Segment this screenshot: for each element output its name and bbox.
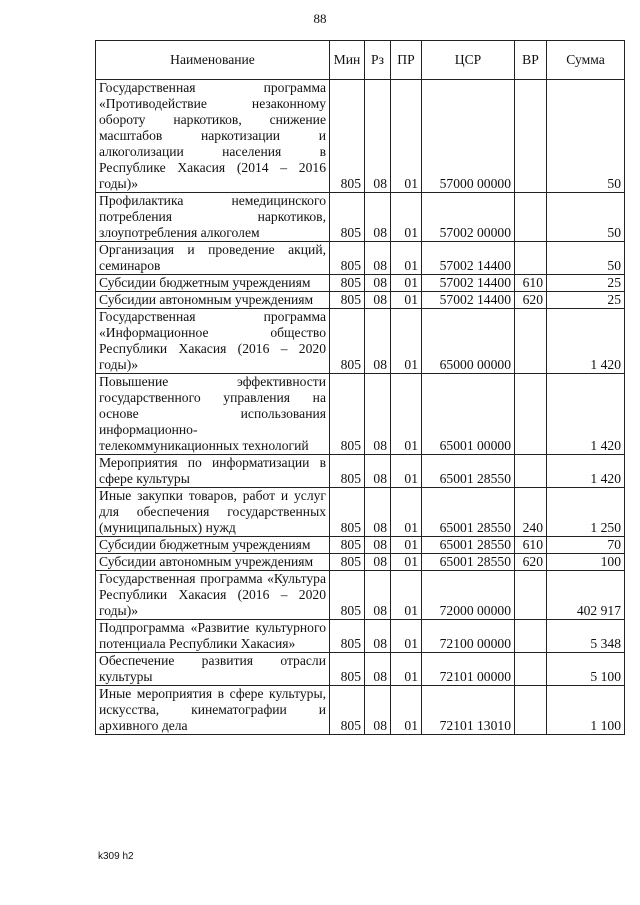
table-row <box>96 455 625 488</box>
cell-name: Обеспечение развития отрасли культуры <box>96 653 330 686</box>
cell-pr: 01 <box>391 309 422 374</box>
column-header-name: Наименование <box>96 41 330 80</box>
column-header-pr: ПР <box>391 41 422 80</box>
cell-vr: 620 <box>515 554 547 571</box>
cell-vr: 610 <box>515 537 547 554</box>
cell-pr: 01 <box>391 242 422 275</box>
cell-name: Подпрограмма «Развитие культурного потенциала Республики Хакасия» <box>96 620 330 653</box>
cell-name: Государственная программа «Культура Республики Хакасия (2016 – 2020 годы)» <box>96 571 330 620</box>
cell-csr: 72101 00000 <box>422 653 515 686</box>
cell-sum: 50 <box>547 193 625 242</box>
column-header-sum: Сумма <box>547 41 625 80</box>
cell-rz: 08 <box>365 554 391 571</box>
cell-rz: 08 <box>365 455 391 488</box>
cell-vr <box>515 309 547 374</box>
cell-rz: 08 <box>365 374 391 455</box>
cell-min: 805 <box>330 242 365 275</box>
cell-rz: 08 <box>365 309 391 374</box>
cell-csr: 57002 14400 <box>422 242 515 275</box>
cell-sum: 1 420 <box>547 455 625 488</box>
cell-min: 805 <box>330 488 365 537</box>
cell-sum: 1 420 <box>547 374 625 455</box>
cell-pr: 01 <box>391 571 422 620</box>
cell-min: 805 <box>330 374 365 455</box>
cell-name: Субсидии автономным учреждениям <box>96 292 330 309</box>
cell-vr <box>515 653 547 686</box>
cell-min: 805 <box>330 80 365 193</box>
cell-name: Организация и проведение акций, семинаров <box>96 242 330 275</box>
cell-min: 805 <box>330 193 365 242</box>
cell-csr: 72100 00000 <box>422 620 515 653</box>
cell-csr: 65000 00000 <box>422 309 515 374</box>
cell-name: Мероприятия по информатизации в сфере культуры <box>96 455 330 488</box>
cell-min: 805 <box>330 455 365 488</box>
cell-pr: 01 <box>391 488 422 537</box>
cell-rz: 08 <box>365 620 391 653</box>
cell-csr: 65001 28550 <box>422 488 515 537</box>
cell-csr: 65001 28550 <box>422 537 515 554</box>
cell-name: Иные закупки товаров, работ и услуг для обеспечения государственных (муниципальных) нужд <box>96 488 330 537</box>
cell-sum: 25 <box>547 275 625 292</box>
table-header-row <box>96 41 625 80</box>
cell-csr: 65001 00000 <box>422 374 515 455</box>
cell-name: Иные мероприятия в сфере культуры, искусства, кинематографии и архивного дела <box>96 686 330 735</box>
cell-vr <box>515 455 547 488</box>
cell-pr: 01 <box>391 455 422 488</box>
cell-csr: 57000 00000 <box>422 80 515 193</box>
cell-pr: 01 <box>391 193 422 242</box>
cell-sum: 1 420 <box>547 309 625 374</box>
cell-pr: 01 <box>391 653 422 686</box>
cell-csr: 65001 28550 <box>422 554 515 571</box>
table-row <box>96 309 625 374</box>
cell-rz: 08 <box>365 537 391 554</box>
cell-sum: 50 <box>547 80 625 193</box>
cell-csr: 65001 28550 <box>422 455 515 488</box>
table-row <box>96 537 625 554</box>
cell-vr <box>515 374 547 455</box>
table-row <box>96 242 625 275</box>
cell-rz: 08 <box>365 571 391 620</box>
cell-min: 805 <box>330 537 365 554</box>
table-row <box>96 80 625 193</box>
cell-rz: 08 <box>365 193 391 242</box>
cell-vr <box>515 571 547 620</box>
cell-csr: 72000 00000 <box>422 571 515 620</box>
table-row <box>96 488 625 537</box>
column-header-rz: Рз <box>365 41 391 80</box>
table-row <box>96 374 625 455</box>
cell-min: 805 <box>330 554 365 571</box>
cell-pr: 01 <box>391 537 422 554</box>
table-row <box>96 292 625 309</box>
cell-vr: 620 <box>515 292 547 309</box>
table-row <box>96 686 625 735</box>
cell-vr <box>515 686 547 735</box>
table-row <box>96 653 625 686</box>
cell-vr <box>515 193 547 242</box>
cell-name: Субсидии автономным учреждениям <box>96 554 330 571</box>
cell-vr <box>515 242 547 275</box>
cell-vr: 610 <box>515 275 547 292</box>
cell-min: 805 <box>330 275 365 292</box>
cell-sum: 25 <box>547 292 625 309</box>
cell-pr: 01 <box>391 686 422 735</box>
cell-sum: 402 917 <box>547 571 625 620</box>
cell-min: 805 <box>330 292 365 309</box>
cell-sum: 50 <box>547 242 625 275</box>
column-header-vr: ВР <box>515 41 547 80</box>
cell-sum: 5 100 <box>547 653 625 686</box>
cell-vr <box>515 80 547 193</box>
table-row <box>96 275 625 292</box>
table-row <box>96 554 625 571</box>
column-header-min: Мин <box>330 41 365 80</box>
cell-sum: 1 250 <box>547 488 625 537</box>
cell-sum: 5 348 <box>547 620 625 653</box>
column-header-csr: ЦСР <box>422 41 515 80</box>
cell-min: 805 <box>330 571 365 620</box>
cell-min: 805 <box>330 309 365 374</box>
cell-rz: 08 <box>365 686 391 735</box>
cell-rz: 08 <box>365 275 391 292</box>
cell-name: Субсидии бюджетным учреждениям <box>96 537 330 554</box>
cell-sum: 1 100 <box>547 686 625 735</box>
table-row <box>96 193 625 242</box>
cell-vr: 240 <box>515 488 547 537</box>
table-row <box>96 620 625 653</box>
table-row <box>96 571 625 620</box>
cell-name: Государственная программа «Информационное общество Республики Хакасия (2016 – 2020 годы)» <box>96 309 330 374</box>
cell-rz: 08 <box>365 80 391 193</box>
cell-csr: 57002 14400 <box>422 275 515 292</box>
cell-sum: 100 <box>547 554 625 571</box>
cell-rz: 08 <box>365 653 391 686</box>
footer-code: k309 h2 <box>98 851 134 862</box>
budget-table <box>95 40 625 735</box>
cell-pr: 01 <box>391 620 422 653</box>
cell-name: Государственная программа «Противодействие незаконному обороту наркотиков, снижение масштабов наркотизации и алкоголизации населения в Республике Хакасия (2014 – 2016 годы)» <box>96 80 330 193</box>
cell-pr: 01 <box>391 80 422 193</box>
cell-rz: 08 <box>365 242 391 275</box>
cell-csr: 72101 13010 <box>422 686 515 735</box>
cell-rz: 08 <box>365 292 391 309</box>
cell-min: 805 <box>330 653 365 686</box>
cell-vr <box>515 620 547 653</box>
cell-pr: 01 <box>391 374 422 455</box>
cell-csr: 57002 14400 <box>422 292 515 309</box>
cell-name: Повышение эффективности государственного управления на основе использования информационно-телекоммуникационных технологий <box>96 374 330 455</box>
cell-pr: 01 <box>391 275 422 292</box>
cell-min: 805 <box>330 620 365 653</box>
cell-pr: 01 <box>391 292 422 309</box>
cell-sum: 70 <box>547 537 625 554</box>
cell-name: Субсидии бюджетным учреждениям <box>96 275 330 292</box>
page-number: 88 <box>313 11 327 26</box>
cell-csr: 57002 00000 <box>422 193 515 242</box>
cell-min: 805 <box>330 686 365 735</box>
cell-rz: 08 <box>365 488 391 537</box>
cell-name: Профилактика немедицинского потребления наркотиков, злоупотребления алкоголем <box>96 193 330 242</box>
cell-pr: 01 <box>391 554 422 571</box>
